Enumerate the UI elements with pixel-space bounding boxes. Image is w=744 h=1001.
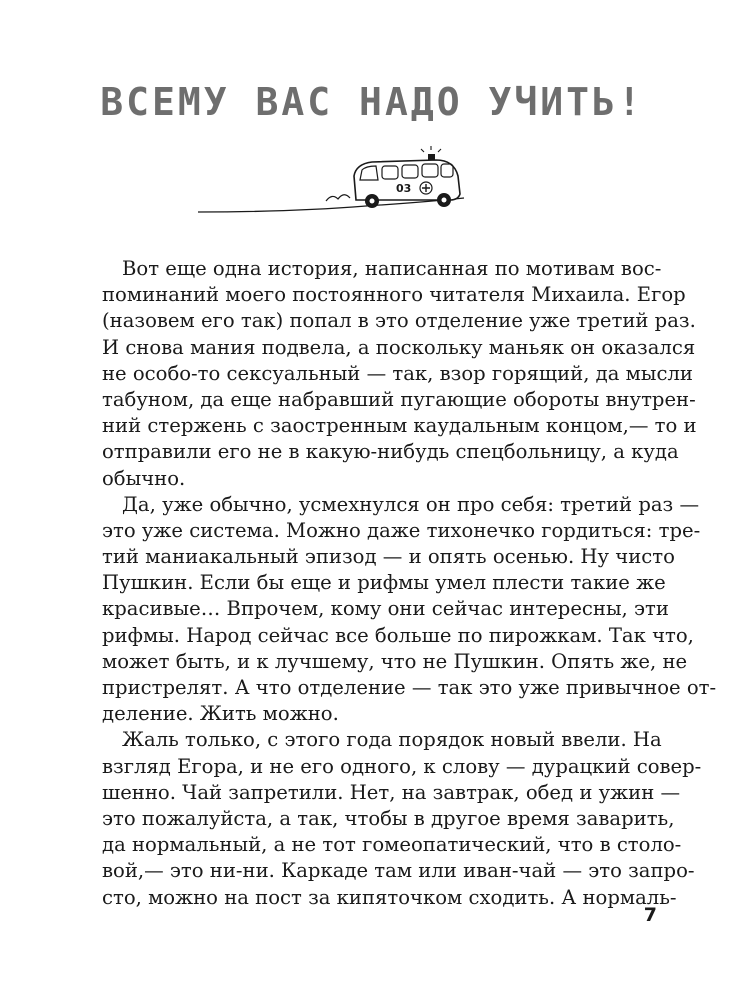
text-line: поминаний моего постоянного читателя Михаила. Егор — [102, 283, 686, 307]
text-line: красивые… Впрочем, кому они сейчас интересны, эти — [102, 597, 669, 621]
ambulance-label: 03 — [396, 182, 412, 195]
ambulance-drawing — [196, 146, 466, 218]
text-line: Жаль только, с этого года порядок новый ввели. На — [122, 728, 662, 752]
text-line: шенно. Чай запретили. Нет, на завтрак, обед и ужин — — [102, 780, 681, 804]
motion-scribble — [326, 195, 350, 201]
text-line: ний стержень с заостренным каудальным концом,— то и — [102, 414, 697, 438]
text-line: рифмы. Народ сейчас все больше по пирожкам. Так что, — [102, 623, 694, 647]
text-line: это уже система. Можно даже тихонечко гордиться: тре- — [102, 518, 701, 542]
text-line: Пушкин. Если бы еще и рифмы умел плести такие же — [102, 571, 666, 595]
text-line: да нормальный, а не тот гомеопатический, что в столо- — [102, 833, 682, 857]
text-line: (назовем его так) попал в это отделение уже третий раз. — [102, 309, 696, 333]
text-line: И снова мания подвела, а поскольку маньяк он оказался — [102, 335, 696, 359]
text-line: Вот еще одна история, написанная по мотивам вос- — [122, 257, 662, 280]
text-line: не особо-то сексуальный — так, взор горящий, да мысли — [102, 361, 693, 385]
text-line: пристрелят. А что отделение — так это уже привычное от- — [102, 676, 717, 699]
text-line: Да, уже обычно, усмехнулся он про себя: третий раз — — [122, 492, 700, 516]
paragraph-1 — [102, 256, 697, 492]
text-line: вой,— это ни-ни. Каркаде там или иван-чай — это запро- — [102, 859, 695, 883]
text-line: табуном, да еще набравший пугающие обороты внутрен- — [102, 387, 696, 411]
text-line: отправили его не в какую-нибудь спецбольницу, а куда — [102, 440, 679, 464]
paragraph-3 — [102, 727, 702, 910]
text-line: обычно. — [102, 466, 186, 490]
body-text — [102, 256, 717, 911]
paragraph-2 — [102, 492, 717, 728]
chapter-title: ВСЕМУ ВАС НАДО УЧИТЬ! — [100, 80, 644, 124]
text-line: сто, можно на пост за кипяточком сходить. А нормаль- — [102, 885, 677, 909]
text-line: взгляд Егора, и не его одного, к слову — дурацкий совер- — [102, 754, 702, 778]
siren-light — [428, 154, 435, 160]
siren-rays — [421, 146, 441, 152]
text-line: может быть, и к лучшему, что не Пушкин. Опять же, не — [102, 649, 688, 673]
page-number: 7 — [643, 904, 657, 926]
text-line: тий маниакальный эпизод — и опять осенью. Ну чисто — [102, 545, 675, 569]
text-line: это пожалуйста, а так, чтобы в другое время заварить, — [102, 806, 675, 830]
text-line: деление. Жить можно. — [102, 702, 339, 726]
